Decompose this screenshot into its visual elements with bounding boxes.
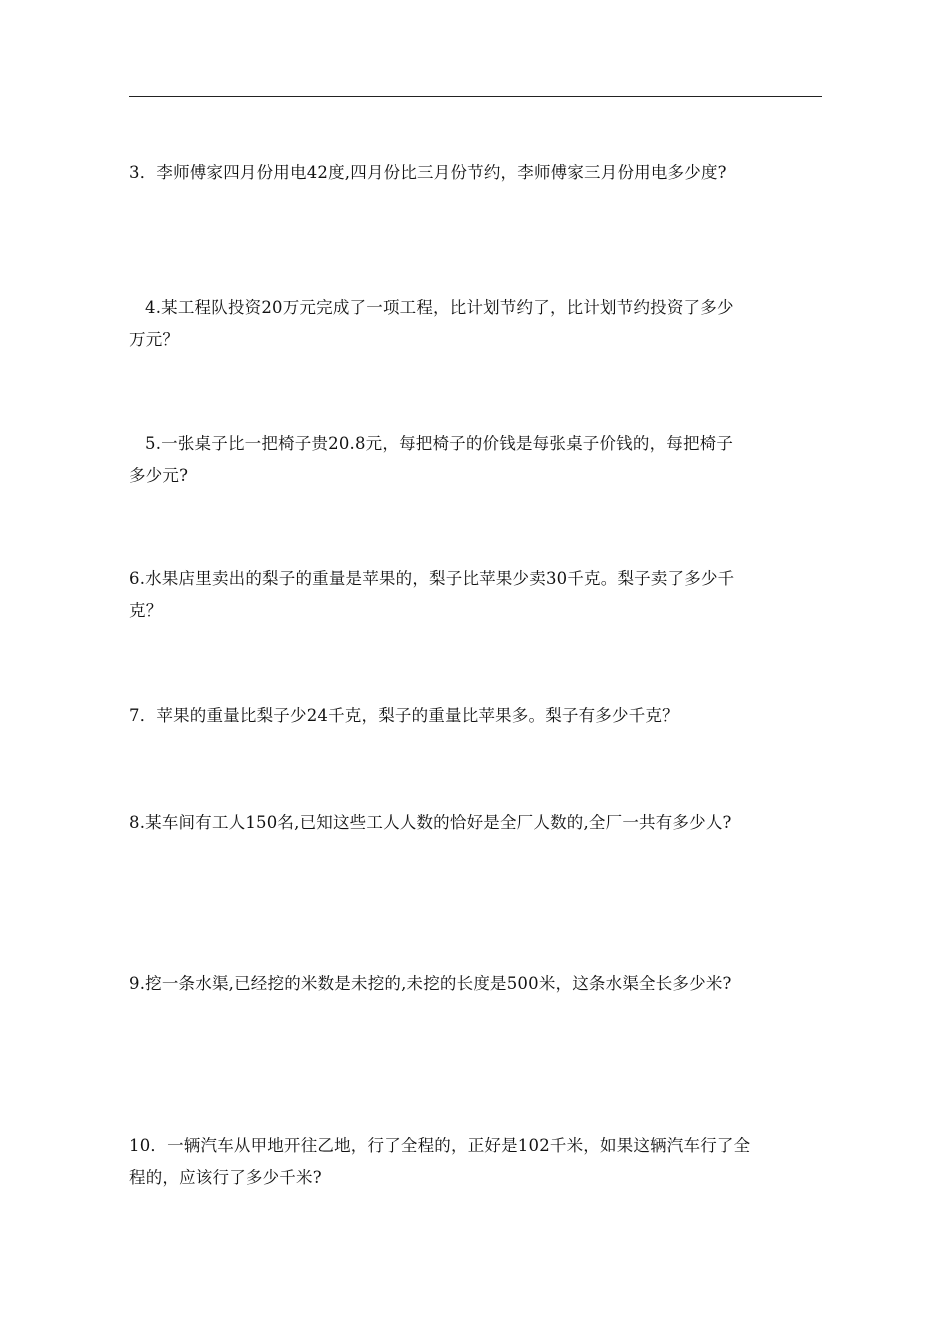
question-text-line: 9.挖一条水渠,已经挖的米数是未挖的,未挖的长度是500米，这条水渠全长多少米? [129, 974, 732, 993]
question-10 [129, 1130, 829, 1194]
question-text-line: 克？ [129, 601, 163, 620]
question-text-line: 10．一辆汽车从甲地开往乙地，行了全程的，正好是102千米，如果这辆汽车行了全 [129, 1136, 751, 1155]
question-3 [129, 157, 829, 189]
question-text-line: 6.水果店里卖出的梨子的重量是苹果的，梨子比苹果少卖30千克。梨子卖了多少千 [129, 569, 735, 588]
question-9 [129, 968, 829, 1000]
question-6 [129, 563, 829, 627]
question-text-line: 万元？ [129, 330, 180, 349]
question-text-line: 7．苹果的重量比梨子少24千克，梨子的重量比苹果多。梨子有多少千克？ [129, 706, 679, 725]
question-text-line: 3．李师傅家四月份用电42度,四月份比三月份节约，李师傅家三月份用电多少度? [129, 163, 727, 182]
question-7 [129, 700, 829, 732]
question-4 [129, 292, 829, 356]
question-text-line: 8.某车间有工人150名,已知这些工人人数的恰好是全厂人数的,全厂一共有多少人? [129, 813, 732, 832]
header-rule [129, 96, 822, 97]
question-text-line: 程的，应该行了多少千米? [129, 1168, 322, 1187]
question-text-line: 多少元? [129, 466, 189, 485]
question-text-line: 4.某工程队投资20万元完成了一项工程，比计划节约了，比计划节约投资了多少 [145, 298, 734, 317]
question-5 [129, 428, 829, 492]
question-text-line: 5.一张桌子比一把椅子贵20.8元，每把椅子的价钱是每张桌子价钱的，每把椅子 [145, 434, 734, 453]
question-8 [129, 807, 829, 839]
